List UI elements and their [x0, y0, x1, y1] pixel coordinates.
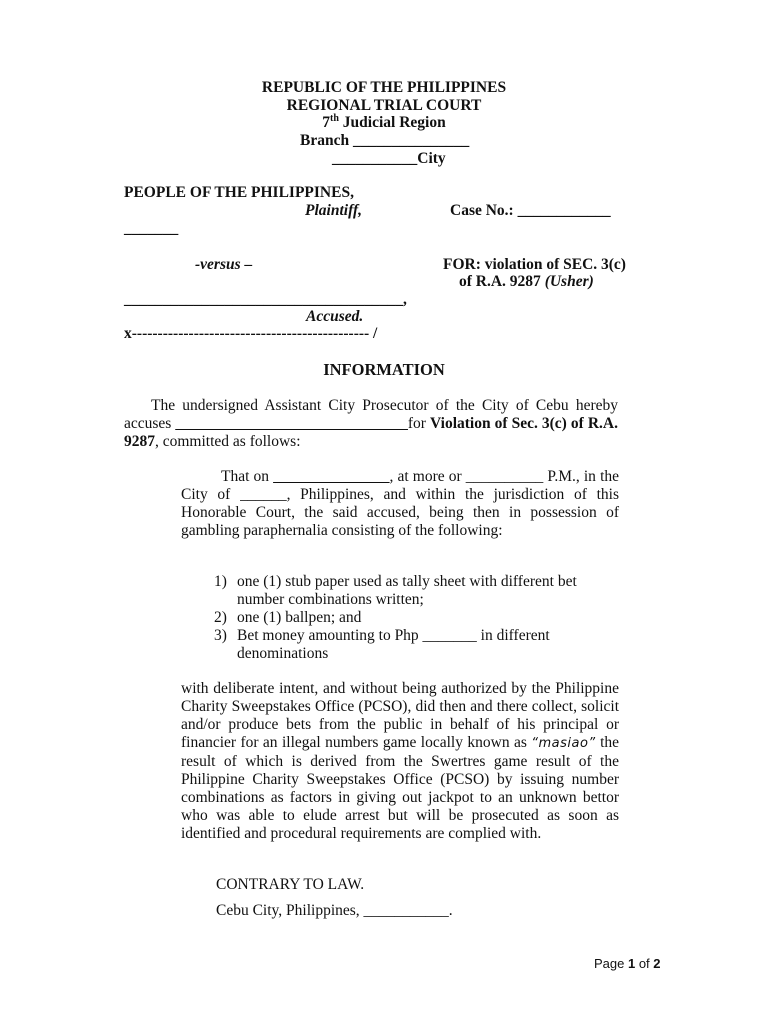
accused-blank[interactable]: ____________________________________ — [124, 291, 403, 308]
branch-line: Branch _______________ — [300, 132, 470, 149]
place-and-date: Cebu City, Philippines, ___________. — [216, 902, 453, 919]
accused-role: Accused. — [306, 308, 364, 325]
list-item: 2) one (1) ballpen; and — [214, 609, 362, 626]
acts-paragraph: with deliberate intent, and without being authorized by the Philippine Charity Sweepstakes Office (PCSO), did then and there collect, solicit and/or produce bets from the public in behalf of his principal or financier for an illegal numbers game locally known as “masiao” the result of which is derived from the Swertres game result of the Philippine Charity Sweepstakes Office (PCSO) by issuing number combinations as factors in giving out jackpot to an unknown bettor who was able to elude arrest but will be prosecuted as soon as identified and procedural requirements are complied with. — [181, 680, 619, 842]
list-item: 3) Bet money amounting to Php _______ in different denominations — [214, 627, 550, 662]
charge-line-2: of R.A. 9287 (Usher) — [459, 273, 594, 290]
case-number-blank[interactable]: ___________ — [517, 202, 603, 219]
court-republic: REPUBLIC OF THE PHILIPPINES — [261, 79, 507, 96]
intro-paragraph: The undersigned Assistant City Prosecutor of the City of Cebu hereby accuses ______________________________for Violation of Sec. 3(c) of R.A. 9287, committed as follows: — [124, 397, 618, 450]
plaintiff-role: Plaintiff, — [305, 202, 362, 219]
game-name: “masiao” — [531, 736, 596, 751]
facts-paragraph: That on _______________, at more or __________ P.M., in the City of ______, Philippines, and within the jurisdiction of this Honorable Court, the said accused, being then in possession of gambling paraphernalia consisting of the following: — [181, 468, 620, 539]
date-signed-blank[interactable]: ___________ — [363, 902, 449, 919]
contrary-to-law: CONTRARY TO LAW. — [216, 876, 365, 893]
case-number-wrap: _______ — [124, 220, 179, 237]
list-item: 1) one (1) stub paper used as tally sheet with different bet number combinations written; — [214, 573, 577, 608]
city-blank[interactable]: ___________ — [332, 150, 418, 167]
plaintiff-name: PEOPLE OF THE PHILIPPINES, — [124, 184, 354, 201]
accused-name: ____________________________________, — [124, 291, 407, 308]
date-blank[interactable]: _______________ — [273, 468, 390, 485]
accused-name-blank[interactable]: ______________________________ — [175, 415, 408, 432]
caption-separator: x---------------------------------------------- / — [124, 325, 378, 342]
case-number: Case No.: ____________ — [450, 202, 611, 219]
court-name: REGIONAL TRIAL COURT — [286, 97, 482, 114]
charge-line-1: FOR: violation of SEC. 3(c) — [443, 256, 626, 273]
page-number: Page 1 of 2 — [594, 956, 661, 971]
branch-blank[interactable]: ______ — [352, 132, 400, 149]
document-title: INFORMATION — [323, 360, 445, 379]
city-line: ___________City — [332, 150, 446, 167]
judicial-region: 7th Judicial Region — [322, 113, 446, 131]
versus-label: -versus – — [195, 256, 253, 273]
